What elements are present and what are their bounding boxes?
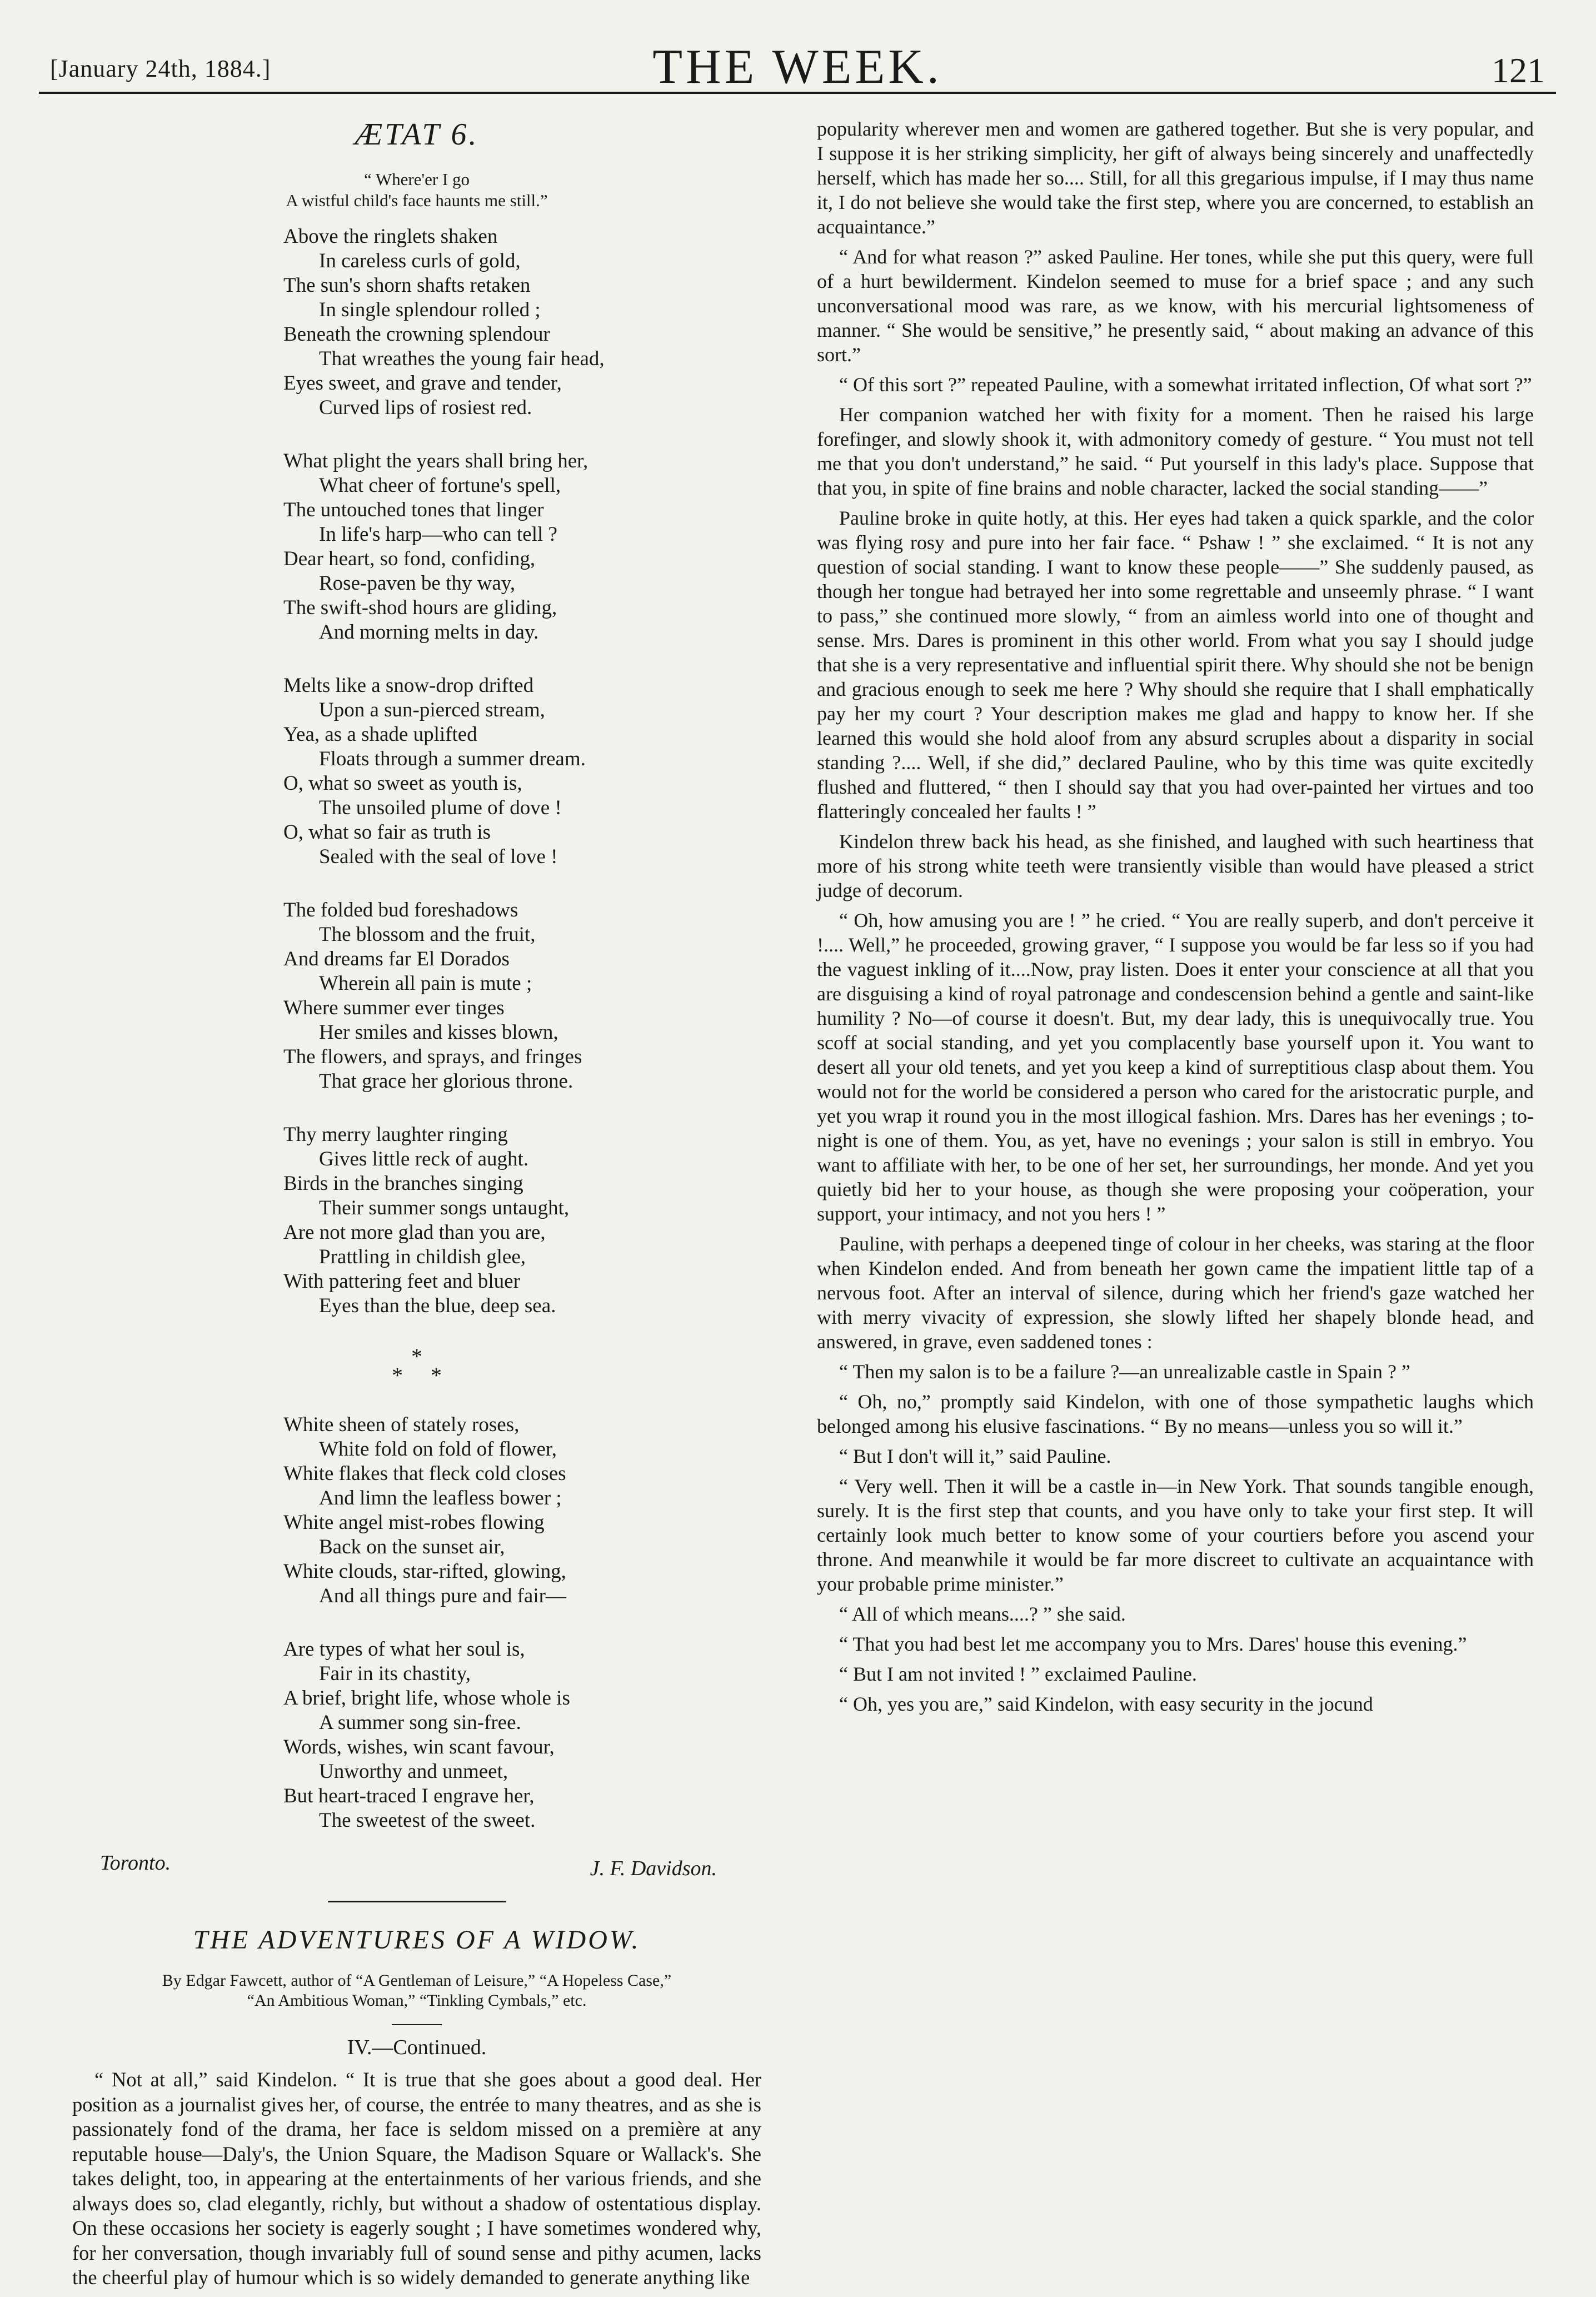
- story-paragraph: “ But I am not invited ! ” exclaimed Pauline.: [839, 1663, 1197, 1685]
- poem-line: Yea, as a shade uplifted: [283, 723, 477, 746]
- poem-line: Melts like a snow-drop drifted: [283, 674, 534, 697]
- story-paragraph: Pauline, with perhaps a deepened tinge of colour in her cheeks, was staring at the floor when Kindelon ended. And from beneath her gown came the impatient little tap of a nervous foot. After an interval of silence, during which her friend's gaze watched her with merry vivacity of expression, she slowly lifted her shapely blonde head, and answered, in grave, even saddened tones :: [817, 1233, 1534, 1353]
- poem-stanzas: [72, 225, 761, 1318]
- poem-line: That grace her glorious throne.: [319, 1070, 573, 1093]
- poem-line: O, what so sweet as youth is,: [283, 772, 522, 795]
- poem-stanza: [283, 225, 761, 420]
- poem-stanza: [283, 1637, 761, 1833]
- poem-line: Eyes sweet, and grave and tender,: [283, 372, 562, 395]
- chapter-heading: IV.—Continued.: [347, 2036, 487, 2059]
- poem-line: The flowers, and sprays, and fringes: [283, 1045, 582, 1068]
- poem-stanza: [283, 898, 761, 1094]
- section-divider: [328, 1901, 506, 1902]
- star-mark: *: [411, 1344, 422, 1369]
- poem-line: The blossom and the fruit,: [319, 923, 536, 946]
- poem-stanza: [283, 1123, 761, 1318]
- story-byline: [72, 1971, 761, 2011]
- poem-line: That wreathes the young fair head,: [319, 347, 605, 370]
- story-paragraph: “ That you had best let me accompany you to Mrs. Dares' house this evening.”: [839, 1633, 1467, 1655]
- poem-line: The unsoiled plume of dove !: [319, 796, 562, 819]
- story-text-left: [72, 2067, 761, 2290]
- poem-line: Above the ringlets shaken: [283, 225, 498, 248]
- story-paragraph: “ Not at all,” said Kindelon. “ It is true that she goes about a good deal. Her position as a journalist gives her, of course, the entrée to many theatres, and as she is passionately fond of the drama, her face is seldom missed on a première at any reputable house—Daly's, the Union Square, the Madison Square or Wallack's. She takes delight, too, in appearing at the entertainments of her various friends, and she always does so, clad elegantly, richly, but without a shadow of ostentatious display. On these occasions her society is eagerly sought ; I have sometimes wondered why, for her conversation, though invariably full of sound sense and pithy acumen, lacks the cheerful play of humour which is so widely demanded to generate anything like: [72, 2068, 761, 2289]
- poem-line: White angel mist-robes flowing: [283, 1511, 545, 1534]
- poem-line: Words, wishes, win scant favour,: [283, 1736, 555, 1758]
- story-paragraph: popularity wherever men and women are gathered together. But she is very popular, and I suppose it is her striking simplicity, her gift of always being sincerely and unaffectedly herself, which has made her so.... Still, for all this gregarious impulse, if I may thus name it, I do not believe she would take the first step, where you are concerned, to establish an acquaintance.”: [817, 118, 1534, 238]
- epigraph-line: “ Where'er I go: [363, 170, 470, 189]
- story-paragraph: Pauline broke in quite hotly, at this. Her eyes had taken a quick sparkle, and the color was flying rosy and pure into her fair face. “ Pshaw ! ” she exclaimed. “ It is not any question of social standing. I want to know these people——” She suddenly paused, as though her tongue had betrayed her into some regrettable and unseemly phrase. “ I want to pass,” she continued more slowly, “ from an aimless world into one of thought and sense. Mrs. Dares is prominent in this other world. From what you say I should judge that she is a very representative and influential spirit there. Why should she not be benign and gracious enough to seek me here ? Why should she require that I shall emphatically pay her my court ? Your description makes me glad and happy to know her. If she learned this would she hold aloof from any absurd scruples about a disparity in social standing ?.... Well, if she did,” declared Pauline, who by this time was quite excitedly flushed and fluttered, “ then I should say that you had over-painted her virtues and too flatteringly concealed her faults ! ”: [817, 507, 1534, 823]
- story-paragraph: “ Very well. Then it will be a castle in—in New York. That sounds tangible enough, surely. It is the first step that counts, and you have only to take your first step. It will certainly look much better to know some of your courtiers before you ascend your throne. And meanwhile it would be far more discreet to cultivate an acquaintance with your probable prime minister.”: [817, 1475, 1534, 1595]
- poem-line: The sweetest of the sweet.: [319, 1809, 536, 1832]
- poem-line: White fold on fold of flower,: [319, 1438, 557, 1461]
- poem-line: Dear heart, so fond, confiding,: [283, 547, 536, 570]
- poem-line: White sheen of stately roses,: [283, 1413, 520, 1436]
- poem-line: And morning melts in day.: [319, 621, 539, 644]
- story-paragraph: “ Oh, no,” promptly said Kindelon, with one of those sympathetic laughs which belonged among his elusive fascinations. “ By no means—unless you so will it.”: [817, 1391, 1534, 1437]
- poem-line: What cheer of fortune's spell,: [319, 474, 561, 497]
- story-paragraph: “ Then my salon is to be a failure ?—an unrealizable castle in Spain ? ”: [839, 1361, 1410, 1383]
- poem-line: Upon a sun-pierced stream,: [319, 699, 545, 721]
- poem-line: Unworthy and unmeet,: [319, 1760, 508, 1783]
- story-paragraph: “ And for what reason ?” asked Pauline. Her tones, while she put this query, were full of a hurt bewilderment. Kindelon seemed to muse for a brief space ; and any such unconversational mood was rare, as we know, with his mercurial lightsomeness of manner. “ She would be sensitive,” he presently said, “ about making an advance of this sort.”: [817, 246, 1534, 366]
- story-text-right: [817, 117, 1534, 1716]
- byline-line: “An Ambitious Woman,” “Tinkling Cymbals,” etc.: [247, 1991, 587, 2010]
- poem-line: Her smiles and kisses blown,: [319, 1021, 558, 1044]
- poem-line: Curved lips of rosiest red.: [319, 396, 532, 419]
- story-paragraph: Her companion watched her with fixity for a moment. Then he raised his large forefinger, and slowly shook it, with admonitory comedy of gesture. “ You must not tell me that you don't understand,” he said. “ Put yourself in this lady's place. Suppose that that you, in spite of fine brains and noble character, lacked the social standing——”: [817, 403, 1534, 499]
- epigraph-line: A wistful child's face haunts me still.”: [286, 191, 548, 210]
- poem-line: Where summer ever tinges: [283, 996, 505, 1019]
- story-paragraph: “ All of which means....? ” she said.: [839, 1603, 1126, 1625]
- story-paragraph: “ Of this sort ?” repeated Pauline, with a somewhat irritated inflection, Of what sort ?”: [839, 373, 1532, 396]
- poem-line: Prattling in childish glee,: [319, 1245, 526, 1268]
- poem-stanza: [283, 449, 761, 645]
- poem-line: Their summer songs untaught,: [319, 1197, 570, 1219]
- poem-signature: [72, 1851, 761, 1884]
- left-column: [72, 117, 761, 2296]
- poem-line: With pattering feet and bluer: [283, 1270, 520, 1293]
- byline-divider: [392, 2024, 442, 2025]
- poem-line: In life's harp—who can tell ?: [319, 523, 557, 546]
- poem-line: In careless curls of gold,: [319, 250, 521, 272]
- issue-date: [January 24th, 1884.]: [50, 55, 271, 82]
- masthead-title: THE WEEK.: [652, 40, 942, 94]
- poem-line: Back on the sunset air,: [319, 1536, 505, 1558]
- poem-line: Eyes than the blue, deep sea.: [319, 1294, 556, 1317]
- story-title: THE ADVENTURES OF A WIDOW.: [193, 1925, 641, 1955]
- page-number: 121: [1492, 51, 1545, 90]
- poem-line: The sun's shorn shafts retaken: [283, 274, 531, 297]
- poem-line: Rose-paven be thy way,: [319, 572, 516, 595]
- poem-line: And all things pure and fair—: [319, 1585, 566, 1607]
- poem-line: And limn the leafless bower ;: [319, 1487, 562, 1509]
- poem-line: The untouched tones that linger: [283, 499, 544, 521]
- poem-stanza: [283, 674, 761, 869]
- poem-line: A summer song sin-free.: [319, 1711, 521, 1734]
- poem-epigraph: [72, 169, 761, 211]
- poem-stanzas-continued: [72, 1413, 761, 1833]
- poem-line: A brief, bright life, whose whole is: [283, 1687, 570, 1710]
- section-stars: [72, 1344, 761, 1388]
- poem-line: In single splendour rolled ;: [319, 298, 541, 321]
- poem-line: Are not more glad than you are,: [283, 1221, 546, 1244]
- poem-line: What plight the years shall bring her,: [283, 450, 588, 472]
- story-paragraph: “ Oh, yes you are,” said Kindelon, with easy security in the jocund: [839, 1693, 1373, 1715]
- page-header: [39, 39, 1556, 100]
- poem-line: Are types of what her soul is,: [283, 1638, 525, 1661]
- poem-line: White clouds, star-rifted, glowing,: [283, 1560, 566, 1583]
- poem-stanza: [283, 1413, 761, 1608]
- star-mark: * *: [392, 1363, 442, 1388]
- byline-line: By Edgar Fawcett, author of “A Gentleman of Leisure,” “A Hopeless Case,”: [162, 1971, 672, 1990]
- poem-line: But heart-traced I engrave her,: [283, 1785, 535, 1807]
- story-paragraph: Kindelon threw back his head, as she finished, and laughed with such heartiness that more of his strong white teeth were transiently visible than would have pleased a strict judge of decorum.: [817, 830, 1534, 901]
- poem-line: Sealed with the seal of love !: [319, 845, 558, 868]
- poem-line: The swift-shod hours are gliding,: [283, 596, 557, 619]
- story-paragraph: “ But I don't will it,” said Pauline.: [839, 1445, 1111, 1467]
- poem-line: And dreams far El Dorados: [283, 948, 510, 970]
- poem-line: Gives little reck of aught.: [319, 1148, 529, 1170]
- poem-line: The folded bud foreshadows: [283, 899, 518, 921]
- poem-line: Birds in the branches singing: [283, 1172, 523, 1195]
- poem-line: Fair in its chastity,: [319, 1662, 471, 1685]
- poem-author: J. F. Davidson.: [590, 1857, 717, 1880]
- poem-line: Floats through a summer dream.: [319, 748, 586, 770]
- poem-line: O, what so fair as truth is: [283, 821, 491, 844]
- poem-title: ÆTAT 6.: [355, 117, 479, 152]
- poem-line: Beneath the crowning splendour: [283, 323, 550, 346]
- header-rule: [39, 92, 1556, 94]
- poem-place: Toronto.: [100, 1851, 171, 1875]
- right-column: [817, 117, 1534, 1722]
- poem-line: Thy merry laughter ringing: [283, 1123, 508, 1146]
- poem-line: White flakes that fleck cold closes: [283, 1462, 566, 1485]
- story-paragraph: “ Oh, how amusing you are ! ” he cried. “ You are really superb, and don't perceive it !.... Well,” he proceeded, growing graver, “ I suppose you would be far less so if you had the vaguest inkling of it....Now, pray listen. Does it enter your conscience at all that you are disguising a kind of royal patronage and condescension behind a gentle and saint-like humility ? No—of course it doesn't. But, my dear lady, this is unequivocally true. You scoff at social standing, and yet you complacently base yourself upon it. You want to desert all your old tenets, and yet you keep a kind of surreptitious clasp about them. You would not for the world be considered a person who cared for the aristocratic purple, and yet you wrap it round you in the most illogical fashion. Mrs. Dares has her evenings ; to-night is one of them. You, as yet, have no evenings ; your salon is still in embryo. You want to affiliate with her, to be one of her set, her surroundings, her monde. And yet you quietly bid her to your house, as though she were proposing your coöperation, your support, your intimacy, and not you hers ! ”: [817, 909, 1534, 1225]
- poem-line: Wherein all pain is mute ;: [319, 972, 532, 995]
